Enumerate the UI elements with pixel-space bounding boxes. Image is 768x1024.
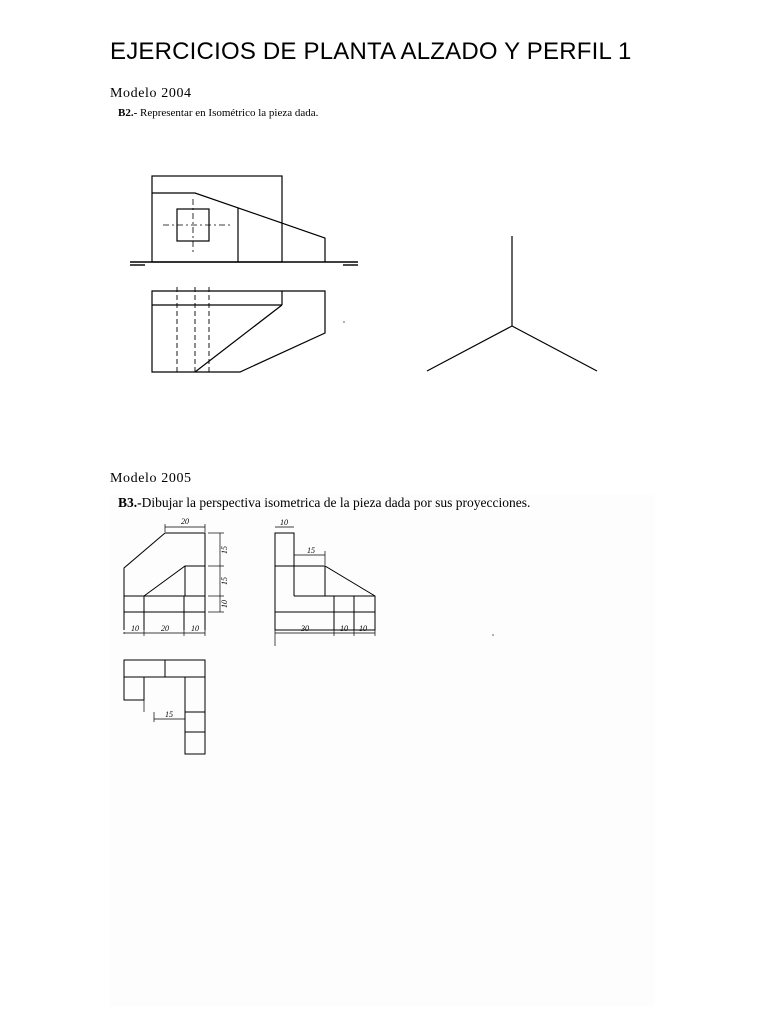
dim-front-right-2: 15	[220, 577, 229, 585]
dim-front-right-3: 10	[220, 600, 229, 608]
dim-front-bottom-1: 10	[131, 624, 139, 633]
dim-side-top: 10	[280, 518, 288, 527]
exercise-b3-number: B3.-	[118, 495, 142, 510]
dim-side-inner: 15	[307, 546, 315, 555]
b3-plan-left-block	[124, 677, 144, 700]
dim-front-top: 20	[181, 517, 189, 526]
page-title: EJERCICIOS DE PLANTA ALZADO Y PERFIL 1	[110, 38, 632, 65]
dim-front-right-1: 15	[220, 546, 229, 554]
iso-axis-right	[512, 326, 597, 371]
b3-plan-view	[124, 660, 205, 754]
scan-speck-2	[492, 634, 494, 636]
b2-plan-outline	[152, 291, 325, 372]
dim-front-bottom-3: 10	[191, 624, 199, 633]
b2-elevation-back-rect	[152, 176, 282, 262]
dim-front-bottom-2: 20	[161, 624, 169, 633]
iso-axis-left	[427, 326, 512, 371]
dim-side-bottom-2: 10	[340, 624, 348, 633]
b2-plan-diagonal	[195, 305, 282, 372]
b3-plan-right-column	[185, 677, 205, 754]
model-2004-label: Modelo 2004	[110, 86, 192, 101]
scan-speck-1	[343, 321, 345, 323]
b3-front-view	[124, 524, 224, 636]
dim-side-bottom-1: 30	[301, 624, 309, 633]
model-2005-label: Modelo 2005	[110, 471, 192, 486]
b2-plan-view	[152, 287, 325, 372]
exercise-b2-number: B2.-	[118, 107, 138, 119]
exercise-b2-text: Representar en Isométrico la pieza dada.	[137, 107, 319, 119]
b2-elevation-view	[130, 176, 358, 265]
b3-front-inner-slope	[144, 566, 205, 596]
dim-plan-inner: 15	[165, 710, 173, 719]
exercise-b3-text: Dibujar la perspectiva isometrica de la pieza dada por sus proyecciones.	[141, 495, 531, 510]
dim-side-bottom-3: 10	[359, 624, 367, 633]
isometric-axes	[427, 236, 597, 371]
